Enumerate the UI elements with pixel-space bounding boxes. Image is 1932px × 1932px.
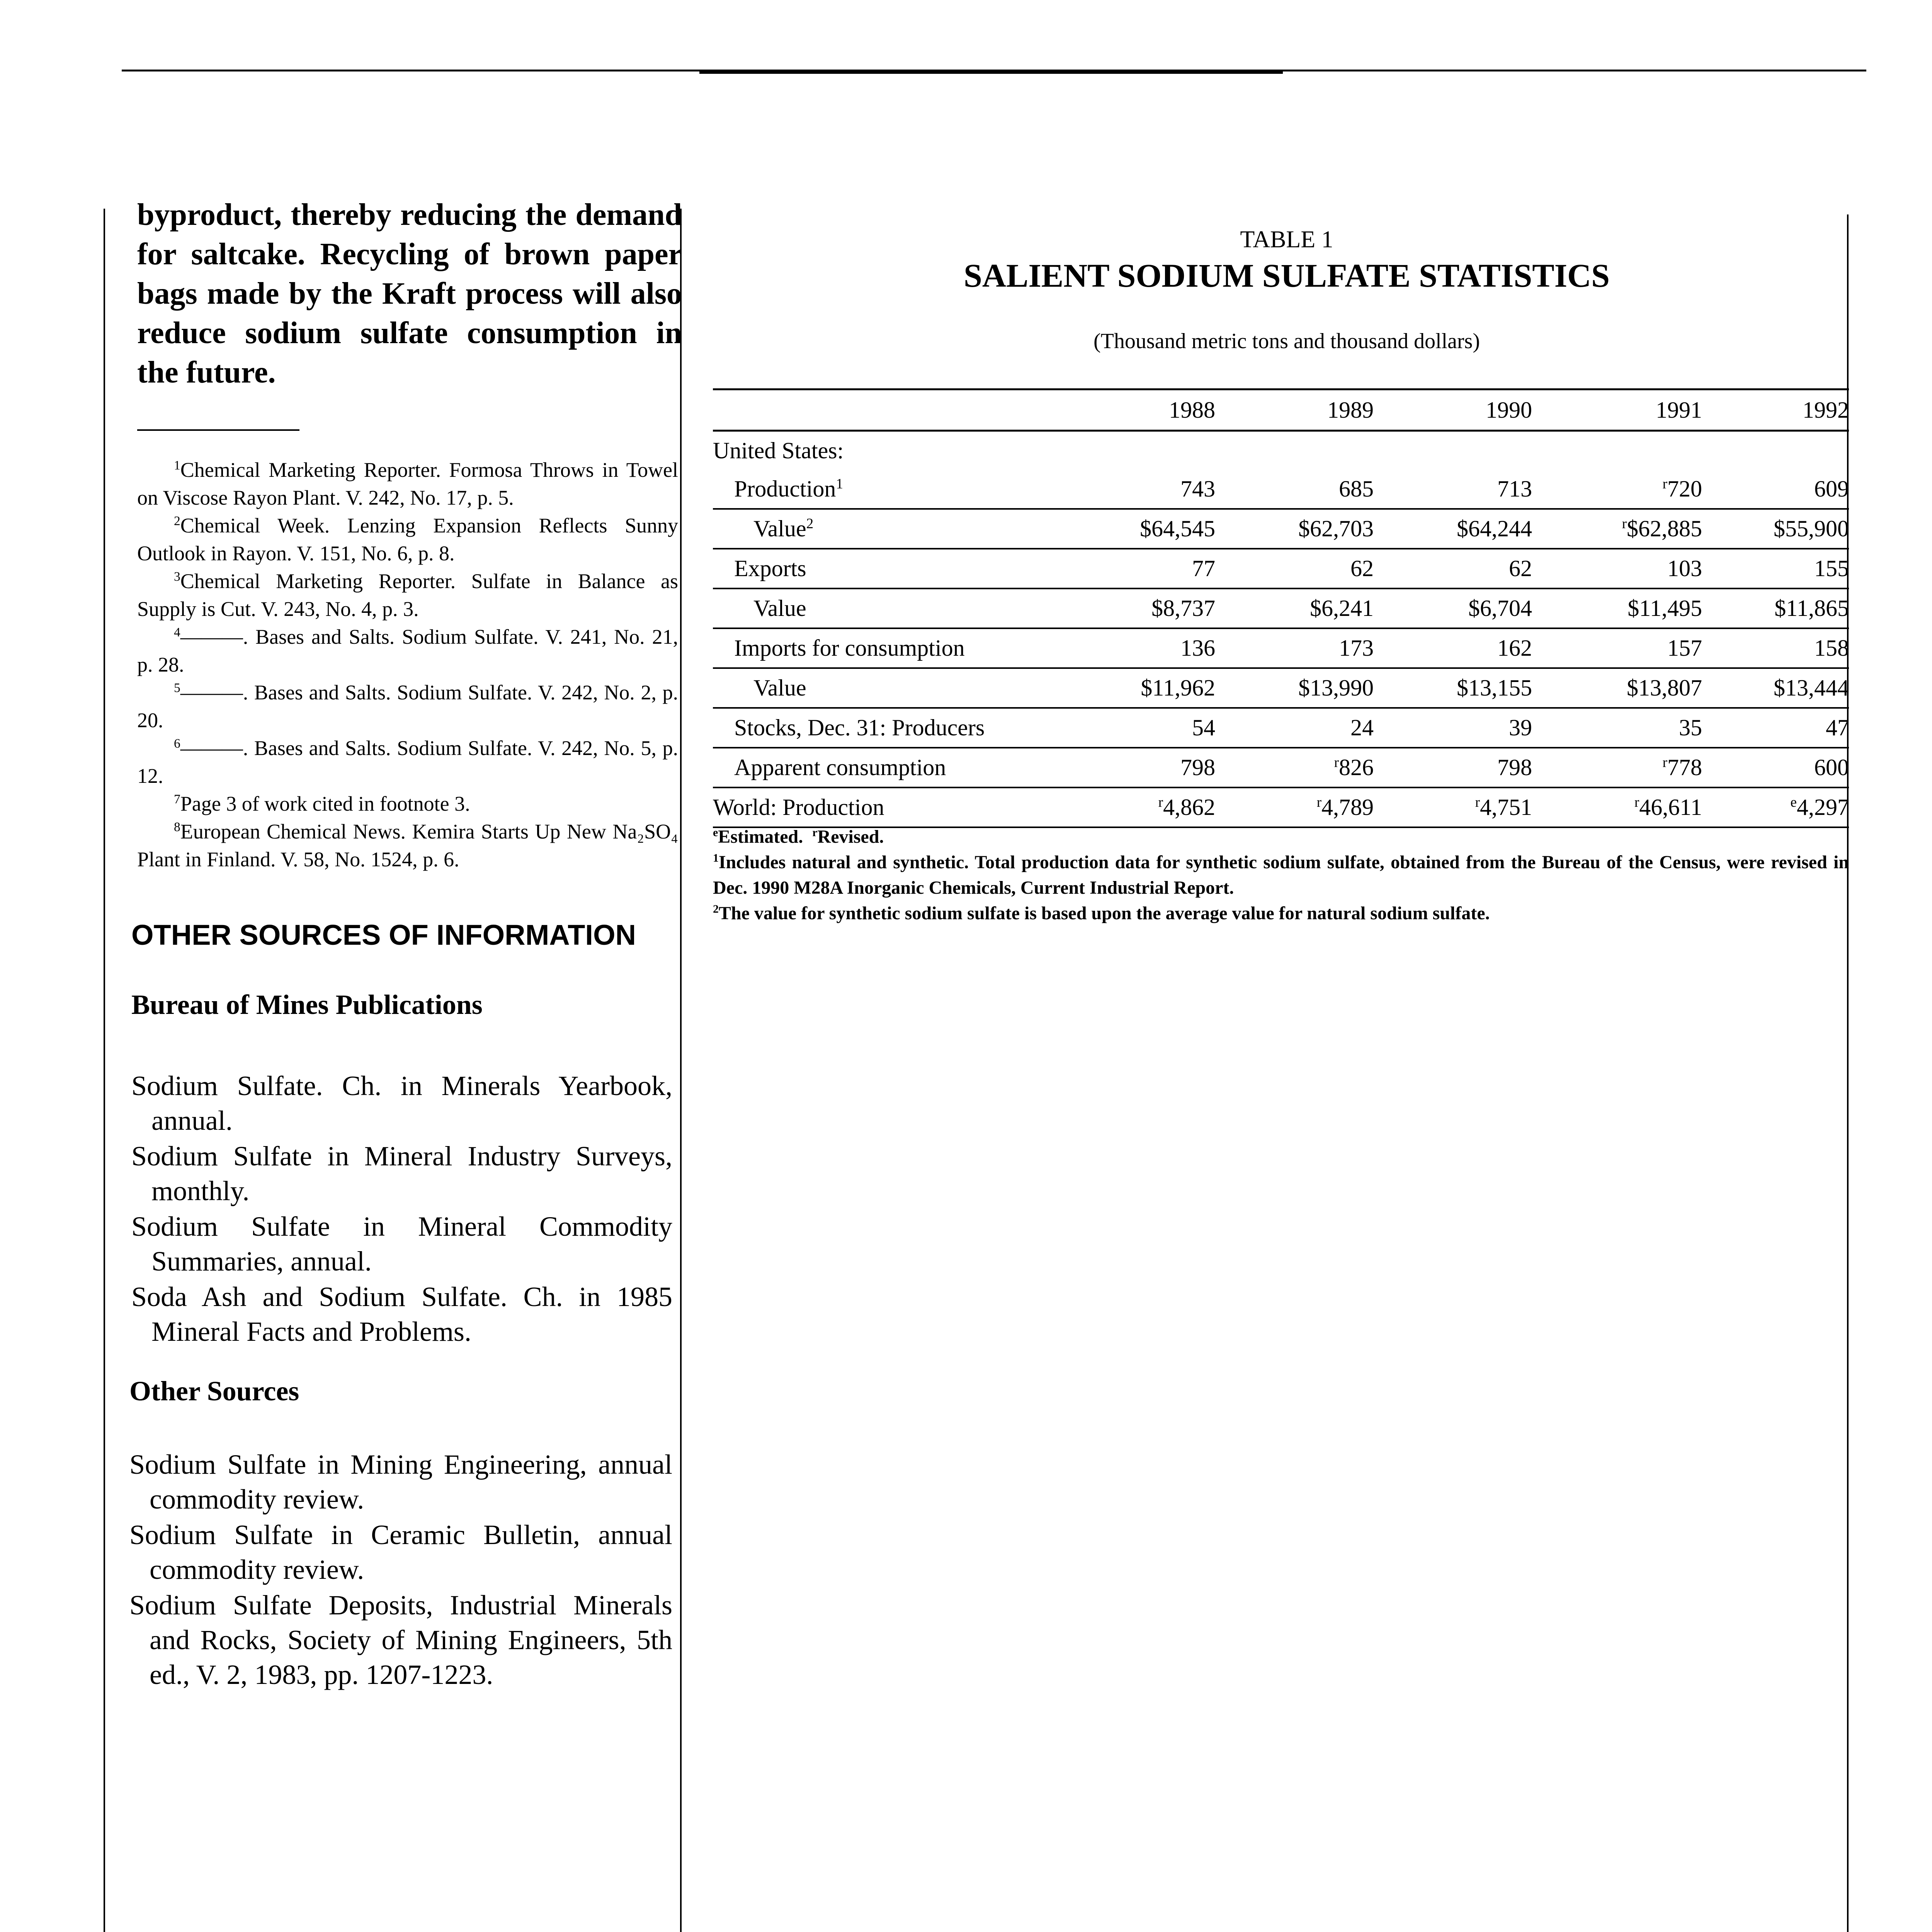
year-header: 1992 — [1702, 389, 1849, 431]
table-row — [713, 549, 1849, 588]
table-cell: 798 — [1374, 748, 1532, 787]
table-cell: $6,704 — [1374, 588, 1532, 628]
table-group-row — [713, 431, 1849, 470]
table-row — [713, 708, 1849, 748]
table-label: TABLE 1 — [1240, 226, 1333, 253]
reference-item: Sodium Sulfate Deposits, Industrial Minerals and Rocks, Society of Mining Engineers, 5th ed., V. 2, 1983, pp. 1207-1223. — [129, 1590, 672, 1690]
table-cell: 24 — [1215, 708, 1374, 748]
table-cell: $13,155 — [1374, 668, 1532, 708]
table-cell: $^r$720 — [1532, 470, 1702, 509]
table-cell: $64,545 — [1061, 509, 1215, 549]
row-label: Value — [713, 668, 1061, 708]
table-cell: $13,444 — [1702, 668, 1849, 708]
intro-paragraph: byproduct, thereby reducing the demand for saltcake. Recycling of brown paper bags made by the Kraft process will also reduce sodium sulfate consumption in the future. — [137, 198, 682, 389]
table-cell: 155 — [1702, 549, 1849, 588]
other-sources-subheading: Other Sources — [129, 1376, 299, 1406]
footnote-4: $^4$———. Bases and Salts. Sodium Sulfate. V. 241, No. 21, p. 28. — [137, 625, 678, 676]
table-note-1: $^1$Includes natural and synthetic. Total production data for synthetic sodium sulfate, obtained from the Bureau of the Census, were revised in Dec. 1990 M28A Inorganic Chemicals, Current Industrial Report. — [713, 852, 1849, 898]
table-cell: $11,865 — [1702, 588, 1849, 628]
reference-item: Sodium Sulfate in Mining Engineering, annual commodity review. — [129, 1449, 672, 1515]
table-notes — [713, 824, 1849, 926]
table-cell: $^r$4,789 — [1215, 787, 1374, 827]
reference-item: Sodium Sulfate in Mineral Commodity Summaries, annual. — [131, 1211, 672, 1277]
table-cell: $11,962 — [1061, 668, 1215, 708]
table-cell: 54 — [1061, 708, 1215, 748]
reference-item: Sodium Sulfate in Ceramic Bulletin, annual commodity review. — [129, 1519, 672, 1585]
table-cell: 47 — [1702, 708, 1849, 748]
table-row — [713, 668, 1849, 708]
year-header: 1988 — [1061, 389, 1215, 431]
row-label: Stocks, Dec. 31: Producers — [713, 708, 1061, 748]
table-cell: 798 — [1061, 748, 1215, 787]
table-cell: $8,737 — [1061, 588, 1215, 628]
row-label: Value$^2$ — [713, 509, 1061, 549]
table-units: (Thousand metric tons and thousand dollars) — [1093, 329, 1480, 353]
table-cell: 136 — [1061, 628, 1215, 668]
table-row — [713, 748, 1849, 787]
table-row — [713, 628, 1849, 668]
table-cell: $6,241 — [1215, 588, 1374, 628]
table-header-row — [713, 389, 1849, 431]
table-cell: $^r$778 — [1532, 748, 1702, 787]
table-cell: $^r$4,751 — [1374, 787, 1532, 827]
header-label-cell — [713, 389, 1061, 431]
table-cell: 685 — [1215, 470, 1374, 509]
other-sources-list — [129, 1447, 672, 1693]
year-header: 1990 — [1374, 389, 1532, 431]
table-cell: 609 — [1702, 470, 1849, 509]
footnote-1: $^1$Chemical Marketing Reporter. Formosa Throws in Towel on Viscose Rayon Plant. V. 242, No. 17, p. 5. — [137, 458, 678, 509]
table-cell: 713 — [1374, 470, 1532, 509]
reference-item: Soda Ash and Sodium Sulfate. Ch. in 1985 Mineral Facts and Problems. — [131, 1281, 672, 1347]
table-cell: 158 — [1702, 628, 1849, 668]
table-cell: $62,703 — [1215, 509, 1374, 549]
row-label: Apparent consumption — [713, 748, 1061, 787]
table-cell: 77 — [1061, 549, 1215, 588]
row-label: Exports — [713, 549, 1061, 588]
table-cell: $^r$826 — [1215, 748, 1374, 787]
table-cell: $^e$4,297 — [1702, 787, 1849, 827]
top-rule-thick — [699, 70, 1283, 74]
year-header: 1989 — [1215, 389, 1374, 431]
footnote-5: $^5$———. Bases and Salts. Sodium Sulfate. V. 242, No. 2, p. 20. — [137, 681, 678, 732]
table-row — [713, 509, 1849, 549]
table-cell: $13,807 — [1532, 668, 1702, 708]
footnote-rule — [137, 429, 299, 431]
footnote-8: $^8$European Chemical News. Kemira Starts Up New Na₂SO₄ Plant in Finland. V. 58, No. 1524, p. 6. — [137, 820, 678, 871]
table-cell: $11,495 — [1532, 588, 1702, 628]
column-rule-left — [104, 209, 105, 1932]
table-cell: $64,244 — [1374, 509, 1532, 549]
table-cell: 35 — [1532, 708, 1702, 748]
table-cell: 600 — [1702, 748, 1849, 787]
footnote-6: $^6$———. Bases and Salts. Sodium Sulfate. V. 242, No. 5, p. 12. — [137, 736, 678, 787]
group-label: United States: — [713, 438, 844, 463]
table-cell: 103 — [1532, 549, 1702, 588]
table-note-2: $^2$The value for synthetic sodium sulfate is based upon the average value for natural sodium sulfate. — [713, 903, 1490, 923]
reference-item: Sodium Sulfate. Ch. in Minerals Yearbook, annual. — [131, 1070, 672, 1136]
footnotes — [137, 456, 678, 873]
table-row — [713, 588, 1849, 628]
table-row — [713, 787, 1849, 827]
reference-item: Sodium Sulfate in Mineral Industry Surveys, monthly. — [131, 1141, 672, 1206]
footnote-2: $^2$Chemical Week. Lenzing Expansion Reflects Sunny Outlook in Rayon. V. 151, No. 6, p. 8. — [137, 514, 678, 565]
table-cell: $^r$\$62,885 — [1532, 509, 1702, 549]
row-label: Value — [713, 588, 1061, 628]
table-cell: 39 — [1374, 708, 1532, 748]
table-note-marks: $^e$Estimated. $^r$Revised. — [713, 826, 884, 847]
table-cell: 157 — [1532, 628, 1702, 668]
column-rule-middle — [680, 209, 682, 1932]
bureau-of-mines-heading: Bureau of Mines Publications — [131, 989, 483, 1020]
table-cell: $13,990 — [1215, 668, 1374, 708]
table-cell: $^r$4,862 — [1061, 787, 1215, 827]
row-label: Imports for consumption — [713, 628, 1061, 668]
table-cell: 62 — [1215, 549, 1374, 588]
table-row — [713, 470, 1849, 509]
table-cell: 62 — [1374, 549, 1532, 588]
table-cell: 173 — [1215, 628, 1374, 668]
footnote-3: $^3$Chemical Marketing Reporter. Sulfate in Balance as Supply is Cut. V. 243, No. 4, p. 3. — [137, 570, 678, 621]
table-cell: $55,900 — [1702, 509, 1849, 549]
year-header: 1991 — [1532, 389, 1702, 431]
row-label: Production$^1$ — [713, 470, 1061, 509]
bureau-of-mines-list — [131, 1068, 672, 1350]
other-sources-heading: OTHER SOURCES OF INFORMATION — [131, 919, 636, 951]
table-cell: 162 — [1374, 628, 1532, 668]
statistics-table — [713, 388, 1849, 828]
row-label: World: Production — [713, 787, 1061, 827]
table-title: SALIENT SODIUM SULFATE STATISTICS — [964, 257, 1610, 294]
table-cell: 743 — [1061, 470, 1215, 509]
table-cell: $^r$46,611 — [1532, 787, 1702, 827]
footnote-7: $^7$Page 3 of work cited in footnote 3. — [174, 792, 470, 815]
